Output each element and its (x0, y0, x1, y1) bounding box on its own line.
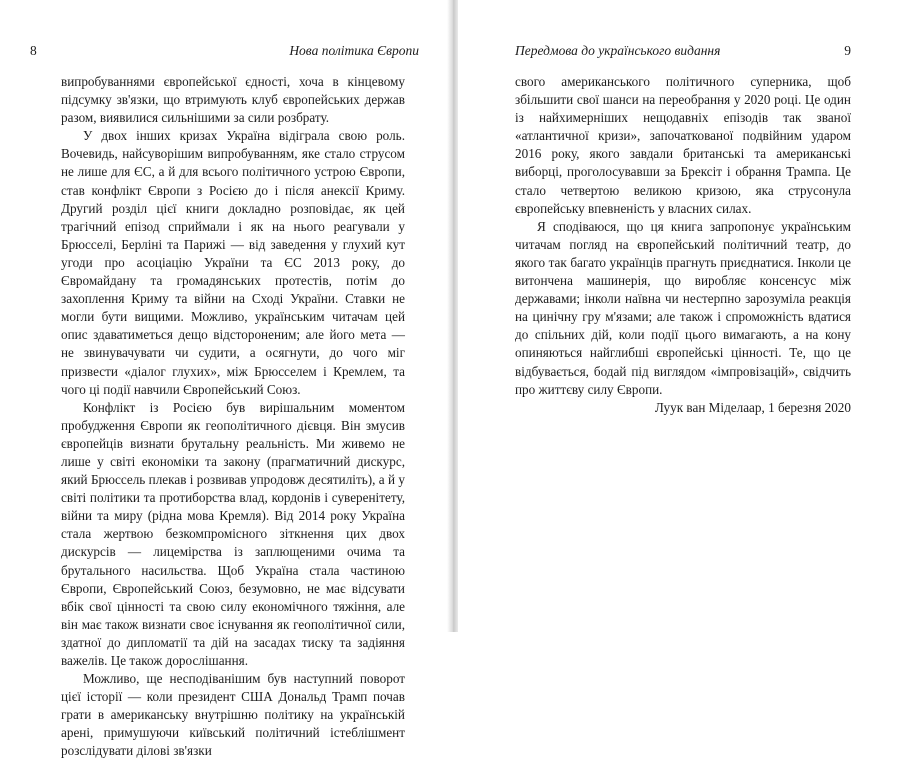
right-page-text (515, 73, 851, 417)
left-page (0, 0, 449, 759)
left-page-text (61, 73, 405, 761)
page-number-right: 9 (844, 43, 851, 58)
paragraph: Конфлікт із Росією був вирішальним моментом пробудження Європи як геополітичного дієвця. Він змусив європейців визнати брутальну реальність. Ми живемо не лише у світі економіки та закону (прагматичний дискурс, який Брюссель плекав і розвивав упродовж десятиліть), а й у світі політики та протиборства влад, кордонів і суверенітету, війни та миру (рідна мова Кремля). Від 2014 року Україна стала жертвою безкомпромісного зіткнення цих двох дискурсів — лицемірства із заплющеними очима та брутального насильства. Щоб Україна стала частиною Європи, Європейський Союз, безумовно, не має відсувати вбік свої цінності та свою силу економічного тяжіння, але він має також визнати своє існування як геополітичної сили, здатної до дипломатії та дій на засадах тиску та задіяння важелів. Це також дорослішання. (61, 399, 405, 668)
paragraph: У двох інших кризах Україна відіграла свою роль. Вочевидь, найсуворішим випробуванням, яке стало струсом не лише для ЄС, а й для всього політичного устрою Європи, став конфлікт Європи з Росією до і після анексії Криму. Другий розділ цієї книги докладно розповідає, як цей трагічний епізод сприймали і як на нього реагували у Брюсселі, Берліні та Парижі — від заведення у глухий кут угоди про асоціацію України та ЄС 2013 року, до Євромайдану та громадянських протестів, потім до захоплення Криму та війни на Сході України. Ставки не могли бути вищими. Можливо, українським читачам цей опис здаватиметься дещо відстороненим; але його мета — не звинувачувати чи судити, а осягнути, до чого міг призвести «діалог глухих», між Брюсселем і Кремлем, та чого ці події навчили Європейський Союз. (61, 128, 405, 397)
running-head-left: Нова політика Європи (289, 43, 419, 58)
paragraph: Можливо, ще несподіванішим був наступний поворот цієї історії — коли президент США Дональд Трамп почав грати в американську внутрішню політику на українській арені, примушуючи київський політичний істеблішмент розслідувати ділові зв'язки (61, 671, 405, 759)
page-number-left: 8 (30, 43, 37, 58)
running-head-right: Передмова до українського видання (515, 43, 721, 58)
right-page (458, 0, 913, 632)
author-signature: Луук ван Міделаар, 1 березня 2020 (654, 399, 851, 415)
paragraph: Я сподіваюся, що ця книга запропонує українським читачам погляд на європейський політичний театр, до якого так багато українців прагнуть приєднатися. Інколи це витончена машинерія, що виробляє консенсус між державами; інколи наївна чи нестерпно зарозуміла реакція на цинічну гру м'язами; але також і спроможність вдатися до спільних дій, коли події цього вимагають, а на кону опиняються найглибші європейські цінності. Те, що це відбувається, бодай під виглядом «імпровізацій», свідчить про життєву силу Європи. (515, 218, 851, 397)
paragraph: випробуваннями європейської єдності, хоча в кінцевому підсумку зв'язки, що втримують клуб європейських держав разом, виявилися сильнішими за сили розбрату. (61, 74, 405, 126)
paragraph: свого американського політичного суперника, щоб збільшити свої шанси на переобрання у 2020 році. Це один із найхимерніших нещодавніх епізодів так званої «атлантичної кризи», започаткованої подвійним ударом 2016 року, якого завдали британські та американські виборці, проголосувавши за Брексіт і обрання Трампа. Це стало четвертою великою кризою, яка струсонула європейську впевненість у власних силах. (515, 74, 851, 216)
